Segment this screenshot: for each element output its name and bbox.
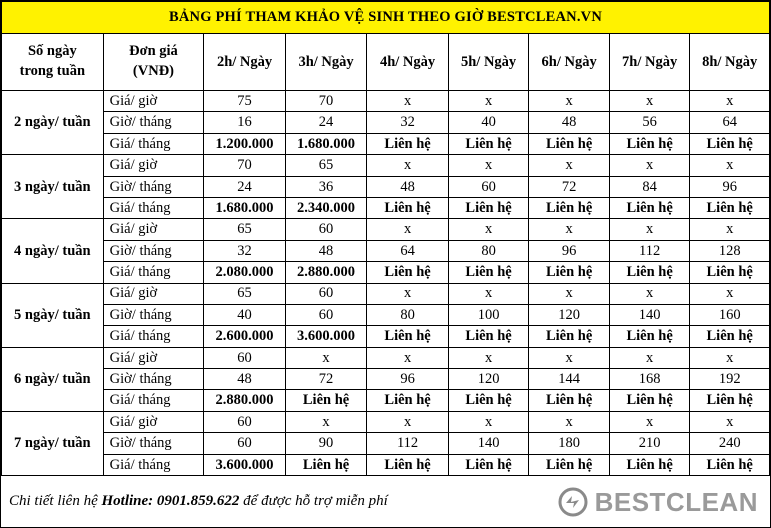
value-cell: Liên hệ	[285, 454, 367, 475]
row-label: Giờ/ tháng	[103, 304, 204, 325]
value-cell: 2.880.000	[285, 262, 367, 283]
table-row	[2, 304, 770, 325]
value-cell: 65	[204, 283, 286, 304]
value-cell: Liên hệ	[690, 454, 770, 475]
value-cell: Liên hệ	[367, 133, 449, 154]
value-cell: x	[367, 91, 449, 112]
row-label: Giá/ tháng	[103, 390, 204, 411]
table-row	[2, 326, 770, 347]
value-cell: x	[609, 219, 690, 240]
row-label: Giá/ giờ	[103, 347, 204, 368]
value-cell: 64	[367, 240, 449, 261]
value-cell: Liên hệ	[367, 262, 449, 283]
value-cell: x	[448, 91, 529, 112]
spark-logo-icon	[557, 486, 589, 518]
value-cell: Liên hệ	[285, 390, 367, 411]
bestclean-logo	[557, 485, 758, 519]
value-cell: x	[367, 347, 449, 368]
value-cell: 2.880.000	[204, 390, 286, 411]
value-cell: Liên hệ	[529, 454, 610, 475]
value-cell: 168	[609, 369, 690, 390]
group-label: 2 ngày/ tuần	[2, 91, 104, 155]
row-label: Giờ/ tháng	[103, 433, 204, 454]
value-cell: 32	[367, 112, 449, 133]
value-cell: 112	[609, 240, 690, 261]
table-row	[2, 433, 770, 454]
value-cell: Liên hệ	[529, 390, 610, 411]
value-cell: 56	[609, 112, 690, 133]
value-cell: Liên hệ	[690, 390, 770, 411]
value-cell: Liên hệ	[448, 454, 529, 475]
value-cell: x	[367, 155, 449, 176]
value-cell: x	[448, 219, 529, 240]
value-cell: 160	[690, 304, 770, 325]
value-cell: x	[448, 155, 529, 176]
value-cell: Liên hệ	[529, 133, 610, 154]
value-cell: x	[690, 155, 770, 176]
value-cell: x	[609, 411, 690, 432]
footer-contact	[9, 493, 388, 510]
value-cell: Liên hệ	[690, 262, 770, 283]
row-label: Giá/ tháng	[103, 454, 204, 475]
value-cell: x	[690, 219, 770, 240]
value-cell: 3.600.000	[204, 454, 286, 475]
value-cell: 32	[204, 240, 286, 261]
table-title: BẢNG PHÍ THAM KHẢO VỆ SINH THEO GIỜ BESTCLEAN.VN	[2, 2, 770, 34]
value-cell: x	[690, 283, 770, 304]
value-cell: x	[448, 347, 529, 368]
value-cell: Liên hệ	[609, 390, 690, 411]
value-cell: 48	[285, 240, 367, 261]
value-cell: x	[448, 283, 529, 304]
value-cell: 24	[285, 112, 367, 133]
table-row	[2, 283, 770, 304]
row-label: Giá/ tháng	[103, 326, 204, 347]
row-label: Giá/ giờ	[103, 283, 204, 304]
value-cell: x	[609, 91, 690, 112]
table-row	[2, 112, 770, 133]
table-row	[2, 176, 770, 197]
value-cell: 60	[204, 433, 286, 454]
header-col: 4h/ Ngày	[367, 34, 449, 91]
header-days-line1: Số ngày	[27, 43, 77, 60]
header-unit-cell	[103, 34, 204, 91]
value-cell: 144	[529, 369, 610, 390]
value-cell: 2.600.000	[204, 326, 286, 347]
value-cell: x	[285, 347, 367, 368]
value-cell: Liên hệ	[448, 262, 529, 283]
value-cell: Liên hệ	[367, 454, 449, 475]
value-cell: 70	[204, 155, 286, 176]
value-cell: 40	[448, 112, 529, 133]
value-cell: 2.080.000	[204, 262, 286, 283]
table-row	[2, 91, 770, 112]
value-cell: 72	[529, 176, 610, 197]
header-days-cell	[2, 34, 104, 91]
table-row	[2, 262, 770, 283]
table-row	[2, 155, 770, 176]
row-label: Giá/ giờ	[103, 411, 204, 432]
value-cell: 140	[609, 304, 690, 325]
value-cell: Liên hệ	[367, 390, 449, 411]
value-cell: Liên hệ	[367, 326, 449, 347]
group-label: 7 ngày/ tuần	[2, 411, 104, 475]
value-cell: x	[690, 347, 770, 368]
header-col: 7h/ Ngày	[609, 34, 690, 91]
value-cell: 72	[285, 369, 367, 390]
row-label: Giá/ giờ	[103, 219, 204, 240]
table-row	[2, 369, 770, 390]
value-cell: x	[367, 219, 449, 240]
value-cell: Liên hệ	[609, 197, 690, 218]
value-cell: 100	[448, 304, 529, 325]
value-cell: 3.600.000	[285, 326, 367, 347]
value-cell: Liên hệ	[529, 262, 610, 283]
table-row	[2, 240, 770, 261]
row-label: Giá/ tháng	[103, 197, 204, 218]
value-cell: 60	[204, 411, 286, 432]
value-cell: Liên hệ	[448, 197, 529, 218]
value-cell: Liên hệ	[609, 133, 690, 154]
value-cell: 210	[609, 433, 690, 454]
table-row	[2, 454, 770, 475]
value-cell: 96	[529, 240, 610, 261]
value-cell: x	[529, 155, 610, 176]
value-cell: 64	[690, 112, 770, 133]
value-cell: Liên hệ	[690, 197, 770, 218]
footer-suffix: để được hỗ trợ miễn phí	[239, 493, 388, 509]
header-col: 3h/ Ngày	[285, 34, 367, 91]
header-unit-line1: Đơn giá	[129, 43, 178, 60]
value-cell: 192	[690, 369, 770, 390]
header-days-line2: trong tuần	[19, 63, 86, 79]
row-label: Giờ/ tháng	[103, 176, 204, 197]
value-cell: 180	[529, 433, 610, 454]
value-cell: 65	[285, 155, 367, 176]
value-cell: x	[285, 411, 367, 432]
value-cell: 60	[448, 176, 529, 197]
value-cell: Liên hệ	[529, 197, 610, 218]
value-cell: Liên hệ	[609, 262, 690, 283]
value-cell: 65	[204, 219, 286, 240]
value-cell: 120	[448, 369, 529, 390]
group-label: 3 ngày/ tuần	[2, 155, 104, 219]
header-col: 6h/ Ngày	[529, 34, 610, 91]
value-cell: x	[529, 219, 610, 240]
value-cell: 36	[285, 176, 367, 197]
value-cell: 48	[529, 112, 610, 133]
value-cell: 16	[204, 112, 286, 133]
row-label: Giờ/ tháng	[103, 112, 204, 133]
header-col: 5h/ Ngày	[448, 34, 529, 91]
row-label: Giá/ tháng	[103, 262, 204, 283]
value-cell: x	[367, 411, 449, 432]
value-cell: x	[529, 411, 610, 432]
value-cell: 90	[285, 433, 367, 454]
value-cell: 75	[204, 91, 286, 112]
value-cell: 140	[448, 433, 529, 454]
hotline-link[interactable]: Hotline: 0901.859.622	[101, 493, 240, 509]
value-cell: Liên hệ	[609, 454, 690, 475]
value-cell: Liên hệ	[529, 326, 610, 347]
row-label: Giờ/ tháng	[103, 369, 204, 390]
footer-prefix: Chi tiết liên hệ	[9, 493, 102, 509]
row-label: Giờ/ tháng	[103, 240, 204, 261]
value-cell: 48	[204, 369, 286, 390]
value-cell: 84	[609, 176, 690, 197]
group-label: 6 ngày/ tuần	[2, 347, 104, 411]
value-cell: 70	[285, 91, 367, 112]
header-col: 8h/ Ngày	[690, 34, 770, 91]
value-cell: 128	[690, 240, 770, 261]
table-row	[2, 133, 770, 154]
table-row	[2, 197, 770, 218]
value-cell: x	[609, 283, 690, 304]
value-cell: Liên hệ	[448, 133, 529, 154]
value-cell: 40	[204, 304, 286, 325]
value-cell: Liên hệ	[448, 326, 529, 347]
value-cell: x	[367, 283, 449, 304]
value-cell: 240	[690, 433, 770, 454]
header-col: 2h/ Ngày	[204, 34, 286, 91]
value-cell: x	[529, 91, 610, 112]
value-cell: x	[690, 91, 770, 112]
row-label: Giá/ giờ	[103, 91, 204, 112]
row-label: Giá/ tháng	[103, 133, 204, 154]
value-cell: x	[609, 347, 690, 368]
value-cell: Liên hệ	[690, 133, 770, 154]
value-cell: Liên hệ	[609, 326, 690, 347]
value-cell: x	[609, 155, 690, 176]
header-row	[2, 34, 770, 91]
value-cell: 2.340.000	[285, 197, 367, 218]
table-row	[2, 347, 770, 368]
title-row	[2, 2, 770, 34]
value-cell: x	[448, 411, 529, 432]
value-cell: 80	[367, 304, 449, 325]
value-cell: 96	[367, 369, 449, 390]
value-cell: 60	[285, 304, 367, 325]
value-cell: 1.200.000	[204, 133, 286, 154]
value-cell: Liên hệ	[448, 390, 529, 411]
value-cell: 48	[367, 176, 449, 197]
table-row	[2, 411, 770, 432]
value-cell: 1.680.000	[285, 133, 367, 154]
value-cell: Liên hệ	[367, 197, 449, 218]
value-cell: 112	[367, 433, 449, 454]
value-cell: x	[529, 283, 610, 304]
row-label: Giá/ giờ	[103, 155, 204, 176]
value-cell: x	[690, 411, 770, 432]
logo-text: BESTCLEAN	[594, 486, 758, 517]
value-cell: 96	[690, 176, 770, 197]
header-unit-line2: (VNĐ)	[132, 63, 174, 79]
value-cell: 120	[529, 304, 610, 325]
value-cell: 80	[448, 240, 529, 261]
value-cell: x	[529, 347, 610, 368]
table-row	[2, 390, 770, 411]
footer	[1, 475, 770, 527]
value-cell: 60	[285, 283, 367, 304]
value-cell: 60	[285, 219, 367, 240]
value-cell: 1.680.000	[204, 197, 286, 218]
table-row	[2, 219, 770, 240]
value-cell: 60	[204, 347, 286, 368]
group-label: 4 ngày/ tuần	[2, 219, 104, 283]
price-table	[1, 1, 770, 476]
value-cell: 24	[204, 176, 286, 197]
value-cell: Liên hệ	[690, 326, 770, 347]
group-label: 5 ngày/ tuần	[2, 283, 104, 347]
